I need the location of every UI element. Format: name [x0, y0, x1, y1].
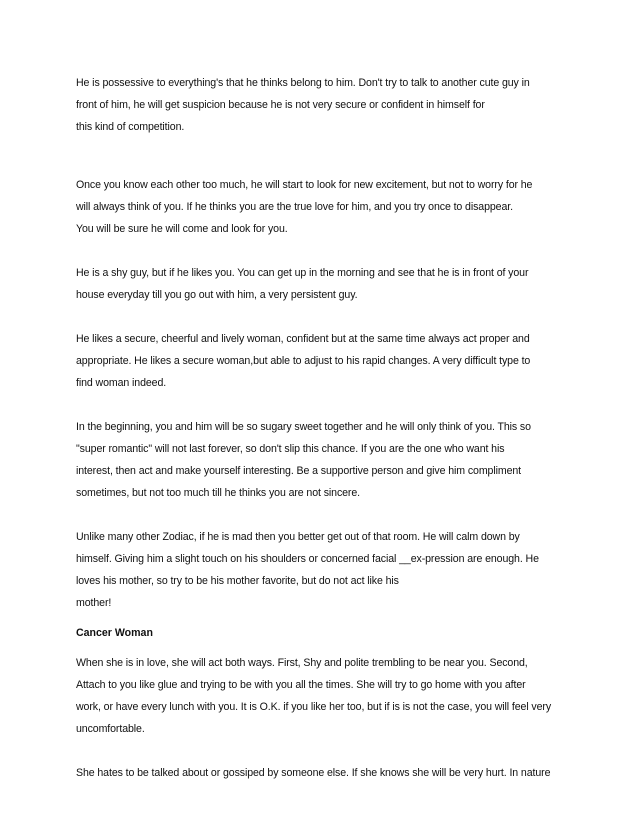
text-line: interest, then act and make yourself interesting. Be a supportive person and give him compliment — [76, 465, 521, 477]
text-line: loves his mother, so try to be his mother favorite, but do not act like his — [76, 575, 399, 587]
text-line: She hates to be talked about or gossiped by someone else. If she knows she will be very hurt. In nature — [76, 767, 551, 779]
section-heading: Cancer Woman — [76, 627, 153, 639]
text-line: find woman indeed. — [76, 377, 167, 389]
paragraph-spacer — [76, 504, 576, 526]
text-line: house everyday till you go out with him, a very persistent guy. — [76, 289, 358, 301]
text-line: He is a shy guy, but if he likes you. You can get up in the morning and see that he is in front of your — [76, 267, 529, 279]
paragraph-secure-woman — [76, 328, 576, 394]
paragraph-spacer — [76, 394, 576, 416]
text-line: himself. Giving him a slight touch on his shoulders or concerned facial __ex-pression are enough. He — [76, 553, 539, 565]
paragraph-shy-guy — [76, 262, 576, 306]
text-line: In the beginning, you and him will be so sugary sweet together and he will only think of you. This so — [76, 421, 531, 433]
text-line: Attach to you like glue and trying to be with you all the times. She will try to go home with you after — [76, 679, 526, 691]
text-line: He is possessive to everything's that he thinks belong to him. Don't try to talk to another cute guy in — [76, 77, 530, 89]
paragraph-possessive — [76, 72, 576, 138]
paragraph-in-love — [76, 652, 576, 740]
paragraph-spacer — [76, 160, 576, 174]
paragraph-spacer — [76, 138, 576, 160]
text-line: uncomfortable. — [76, 723, 145, 735]
paragraph-excitement — [76, 174, 576, 240]
document-body — [76, 72, 576, 784]
text-line: sometimes, but not too much till he thinks you are not sincere. — [76, 487, 360, 499]
paragraph-spacer — [76, 644, 576, 652]
paragraph-spacer — [76, 614, 576, 622]
text-line: You will be sure he will come and look for you. — [76, 223, 288, 235]
text-line: this kind of competition. — [76, 121, 185, 133]
paragraph-zodiac — [76, 526, 576, 614]
text-line: work, or have every lunch with you. It is O.K. if you like her too, but if is is not the case, you will feel very — [76, 701, 552, 713]
text-line: appropriate. He likes a secure woman,but able to adjust to his rapid changes. A very difficult type to — [76, 355, 531, 367]
text-line: Once you know each other too much, he will start to look for new excitement, but not to worry for he — [76, 179, 533, 191]
text-line: mother! — [76, 597, 112, 609]
text-line: will always think of you. If he thinks you are the true love for him, and you try once to disappear. — [76, 201, 513, 213]
text-line: He likes a secure, cheerful and lively woman, confident but at the same time always act proper and — [76, 333, 530, 345]
text-line: front of him, he will get suspicion because he is not very secure or confident in himself for — [76, 99, 485, 111]
paragraph-beginning — [76, 416, 576, 504]
paragraph-spacer — [76, 240, 576, 262]
paragraph-gossip — [76, 762, 576, 784]
text-line: Unlike many other Zodiac, if he is mad then you better get out of that room. He will calm down by — [76, 531, 520, 543]
text-line: When she is in love, she will act both ways. First, Shy and polite trembling to be near you. Second, — [76, 657, 528, 669]
paragraph-spacer — [76, 740, 576, 762]
paragraph-spacer — [76, 306, 576, 328]
text-line: "super romantic" will not last forever, so don't slip this chance. If you are the one who want his — [76, 443, 505, 455]
